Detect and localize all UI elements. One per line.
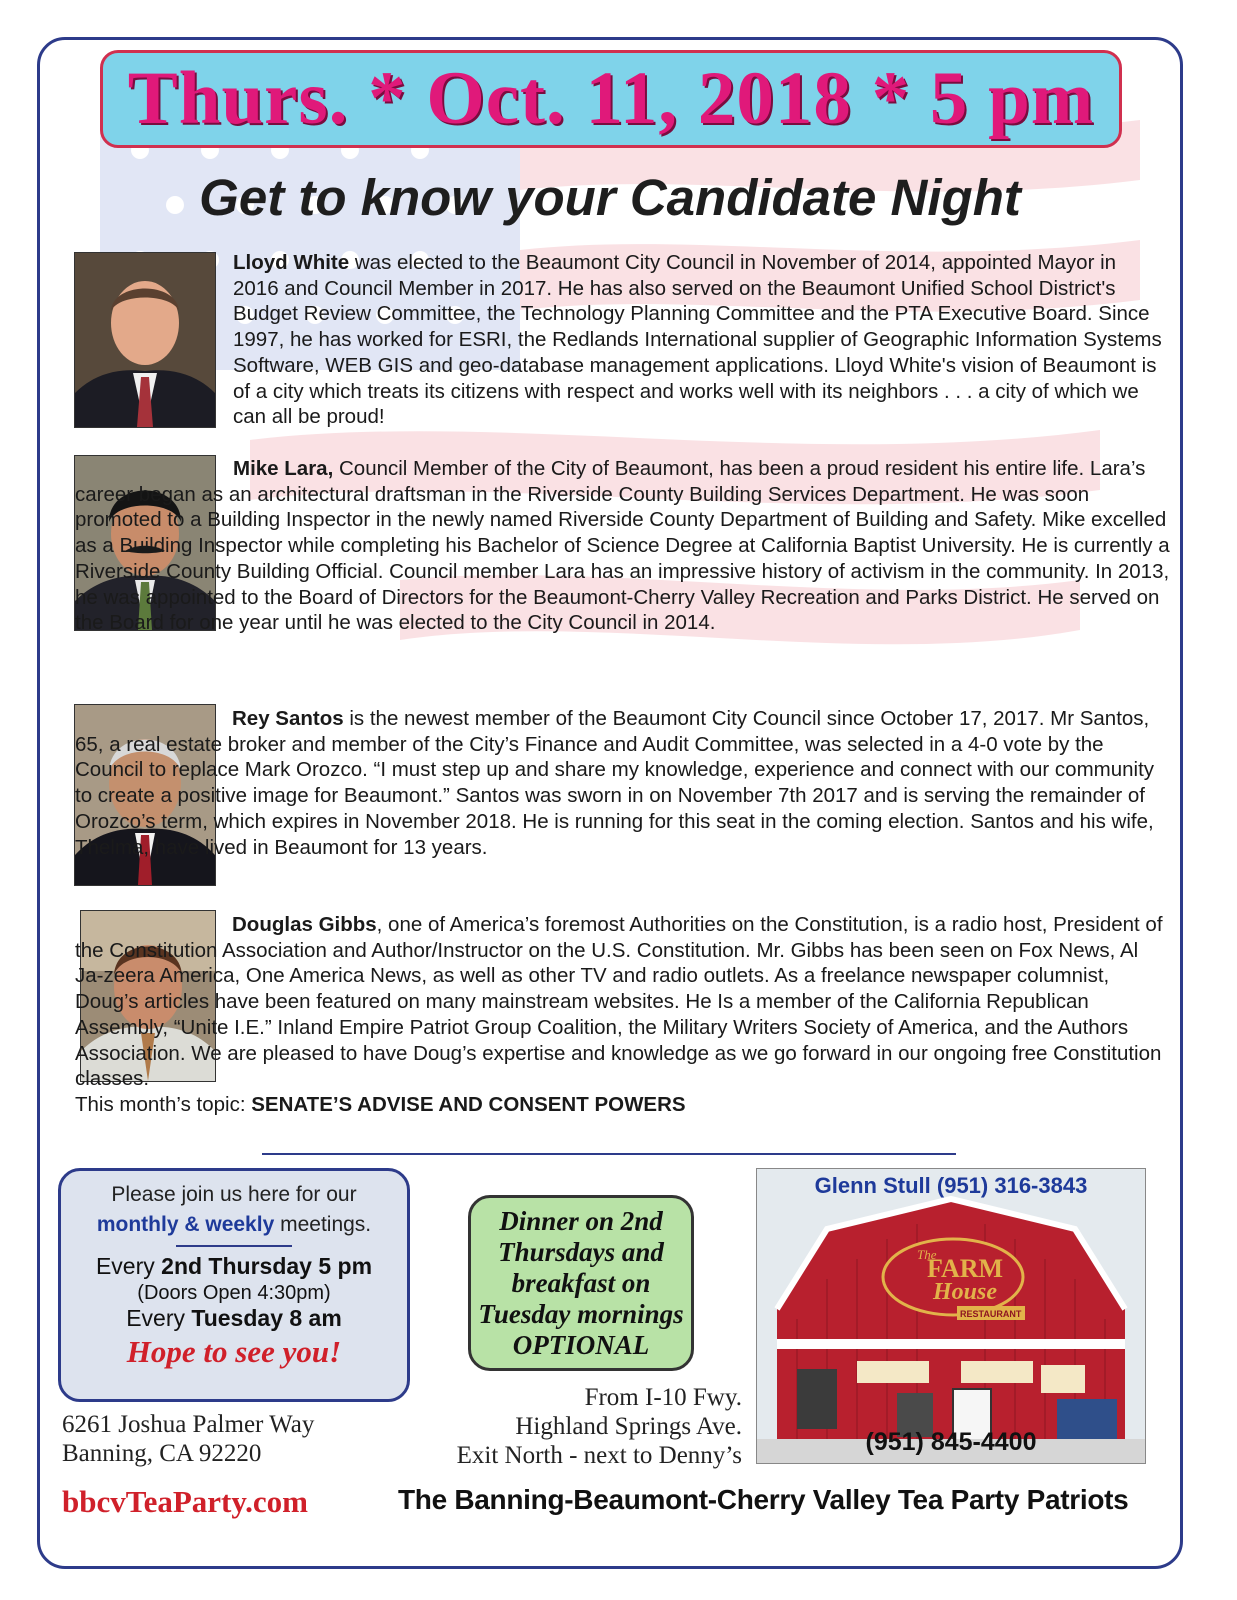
- candidate-name: Douglas Gibbs: [232, 913, 377, 936]
- date-banner: [100, 50, 1122, 148]
- every-label: Every: [95, 1253, 155, 1279]
- website-link[interactable]: bbcvTeaParty.com: [62, 1484, 308, 1519]
- organization-name: The Banning-Beaumont-Cherry Valley Tea Party Patriots: [398, 1484, 1129, 1515]
- candidate-name: Rey Santos: [232, 707, 344, 730]
- meetings-rule: [176, 1245, 292, 1247]
- directions: [457, 1383, 742, 1470]
- contact-line: Glenn Stull (951) 316-3843: [814, 1173, 1088, 1198]
- directions-line-3: Exit North - next to Denny’s: [456, 1442, 742, 1469]
- section-divider: [262, 1153, 956, 1155]
- event-title: Get to know your Candidate Night: [199, 169, 1021, 226]
- venue-address: [62, 1410, 314, 1468]
- directions-line-2: Highland Springs Ave.: [515, 1413, 742, 1440]
- monthly-schedule: [61, 1253, 407, 1280]
- topic-label: This month’s topic:: [75, 1092, 246, 1116]
- tuesday-time: Tuesday 8 am: [191, 1305, 342, 1331]
- address-line-2: Banning, CA 92220: [62, 1440, 262, 1467]
- restaurant-phone: (951) 845-4400: [865, 1428, 1037, 1456]
- second-thursday: 2nd Thursday 5 pm: [161, 1253, 373, 1279]
- event-date: Thurs. * Oct. 11, 2018 * 5 pm: [127, 57, 1095, 140]
- candidate-name: Lloyd White: [233, 251, 350, 274]
- dinner-text: Dinner on 2nd Thursdays and breakfast on Tuesday mornings OPTIONAL: [478, 1205, 684, 1360]
- sign-farm: FARM: [927, 1254, 1004, 1283]
- weekly-schedule: [61, 1305, 407, 1332]
- address-line-1: 6261 Joshua Palmer Way: [62, 1411, 315, 1438]
- candidate-bio-lloyd-white: [233, 250, 1163, 430]
- doors-open: (Doors Open 4:30pm): [137, 1282, 331, 1304]
- meetings-box: [58, 1168, 410, 1402]
- flyer-frame: [37, 37, 1183, 1569]
- candidate-text: , one of America’s foremost Authorities on the Constitution, is a radio host, President of the Constitution Association and Author/Instructor on the U.S. Constitution. Mr. Gibbs has been seen on Fox News, Al Ja-zeera America, One America News, as well as other TV and radio outlets. As a freelance newspaper columnist, Doug’s articles have been featured on many mainstream websites. He Is a member of the California Republican Assembly, “Unite I.E.” Inland Empire Patriot Group Coalition, the Military Writers Society of America, and the Authors Association. We are pleased to have Doug’s expertise and knowledge as we go forward in our ongoing free Constitution classes.: [75, 913, 1163, 1091]
- sign-house: House: [933, 1279, 998, 1305]
- meetings-word: meetings.: [280, 1213, 372, 1236]
- meetings-intro: Please join us here for our: [111, 1183, 357, 1206]
- sign-the: The: [917, 1247, 937, 1262]
- every-label: Every: [126, 1305, 185, 1331]
- candidate-bio-rey-santos: [75, 706, 1170, 860]
- directions-line-1: From I-10 Fwy.: [584, 1384, 742, 1411]
- candidate-text: Council Member of the City of Beaumont, has been a proud resident his entire life. Lara’s career began as an architectural draftsman in the Riverside County Building Services Department. He was soon promoted to a Building Inspector in the newly named Riverside County Department of Building and Safety. Mike excelled as a Building Inspector while completing his Bachelor of Science Degree at California Baptist University. He is currently a Riverside County Building Official. Council member Lara has an impressive history of activism in the community. In 2013, he was appointed to the Board of Directors for the Beaumont-Cherry Valley Recreation and Parks District. He served on the Board for one year until he was elected to the City Council in 2014.: [75, 457, 1170, 635]
- candidate-bio-douglas-gibbs: [75, 912, 1170, 1118]
- candidate-text: is the newest member of the Beaumont City Council since October 17, 2017. Mr Santos, 65, a real estate broker and member of the City’s Finance and Audit Committee, was selected in a 4-0 vote by the Council to replace Mark Orozco. “I must step up and share my knowledge, experience and connect with our community to create a positive image for Beaumont.” Santos was sworn in on November 7th 2017 and is serving the remainder of Orozco’s term, which expires in November 2018. He is running for this seat in the coming election. Santos and his wife, Thelma, have lived in Beaumont for 13 years.: [75, 707, 1155, 859]
- venue-photo: [756, 1168, 1146, 1464]
- sign-restaurant: RESTAURANT: [960, 1309, 1022, 1319]
- candidate-bio-mike-lara: [75, 456, 1170, 636]
- hope-to-see-you: Hope to see you!: [126, 1334, 342, 1369]
- candidate-text: was elected to the Beaumont City Council in November of 2014, appointed Mayor in 2016 and Council Member in 2017. He has also served on the Beaumont Unified School District's Budget Review Committee, the Technology Planning Committee and the PTA Executive Board. Since 1997, he has worked for ESRI, the Redlands International supplier of Geographic Information Systems Software, WEB GIS and geo-database management applications. Lloyd White's vision of Beaumont is of a city which treats its citizens with respect and works well with its neighbors . . . a city of which we can all be proud!: [233, 251, 1162, 429]
- weekly-label: weekly: [205, 1213, 275, 1236]
- topic-text: SENATE’S ADVISE AND CONSENT POWERS: [251, 1092, 686, 1116]
- candidate-name: Mike Lara,: [233, 457, 334, 480]
- farm-house-barn-illustration: [757, 1169, 1145, 1463]
- meetings-frequency: [61, 1213, 407, 1237]
- candidate-photo-lloyd-white: [74, 252, 216, 428]
- dinner-box: [468, 1195, 694, 1371]
- monthly-label: monthly &: [96, 1213, 200, 1236]
